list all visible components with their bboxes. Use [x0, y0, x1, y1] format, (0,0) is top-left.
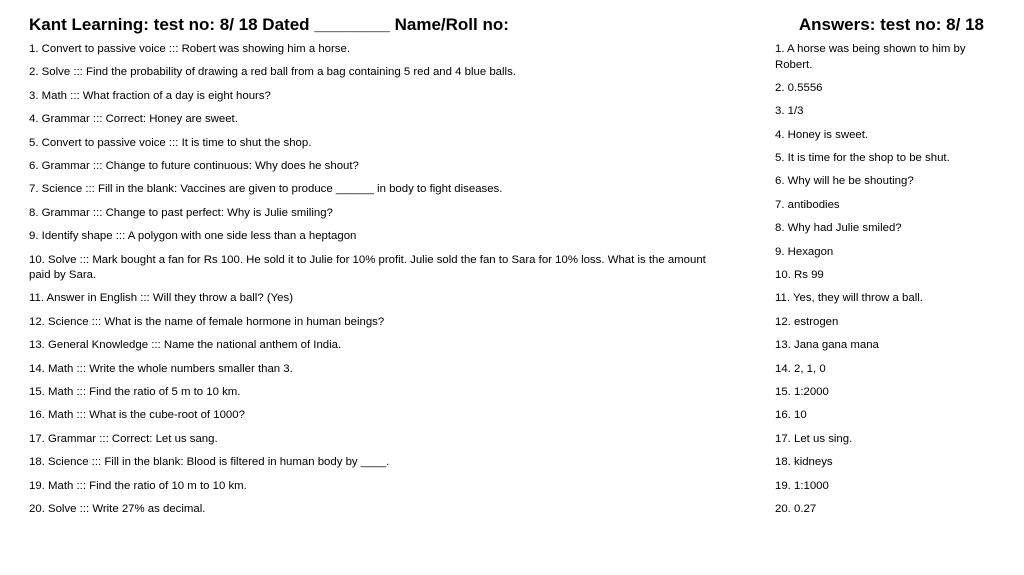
answer-item: 4. Honey is sweet. — [775, 128, 869, 141]
question-item: 7. Science ::: Fill in the blank: Vaccines are given to produce ______ in body to fight diseases. — [29, 183, 503, 196]
question-item: 20. Solve ::: Write 27% as decimal. — [29, 502, 206, 515]
answer-item: 1. A horse was being shown to him by Robert. — [775, 43, 966, 71]
question-item: 18. Science ::: Fill in the blank: Blood is filtered in human body by ____. — [29, 456, 390, 469]
answer-item: 8. Why had Julie smiled? — [775, 222, 902, 235]
question-item: 6. Grammar ::: Change to future continuous: Why does he shout? — [29, 159, 359, 172]
question-item: 16. Math ::: What is the cube-root of 1000? — [29, 409, 245, 422]
answer-item: 13. Jana gana mana — [775, 339, 879, 352]
question-item: 1. Convert to passive voice ::: Robert was showing him a horse. — [29, 43, 350, 55]
question-item: 9. Identify shape ::: A polygon with one side less than a heptagon — [29, 230, 357, 243]
question-item: 17. Grammar ::: Correct: Let us sang. — [29, 432, 218, 445]
answer-item: 16. 10 — [775, 409, 807, 422]
answer-item: 9. Hexagon — [775, 245, 834, 258]
answers-title: Answers: test no: 8/ 18 — [798, 15, 984, 34]
answer-item: 10. Rs 99 — [775, 269, 824, 282]
question-item: 13. General Knowledge ::: Name the national anthem of India. — [29, 339, 342, 352]
question-item: 12. Science ::: What is the name of female hormone in human beings? — [29, 315, 385, 328]
answer-item: 14. 2, 1, 0 — [775, 362, 826, 375]
answer-item: 20. 0.27 — [775, 502, 817, 515]
answer-item: 7. antibodies — [775, 198, 840, 211]
question-item: 19. Math ::: Find the ratio of 10 m to 10 km. — [29, 479, 247, 492]
question-item: 3. Math ::: What fraction of a day is eight hours? — [29, 89, 271, 102]
answer-item: 11. Yes, they will throw a ball. — [775, 292, 923, 305]
question-item: 15. Math ::: Find the ratio of 5 m to 10 km. — [29, 385, 241, 398]
question-item: 10. Solve ::: Mark bought a fan for Rs 100. He sold it to Julie for 10% profit. Julie sold the fan to Sara for 10% loss. What is the amount paid by Sara. — [29, 253, 706, 282]
answer-item: 5. It is time for the shop to be shut. — [775, 152, 950, 165]
answer-item: 17. Let us sing. — [775, 432, 853, 445]
answer-item: 19. 1:1000 — [775, 479, 829, 492]
question-item: 4. Grammar ::: Correct: Honey are sweet. — [29, 113, 238, 126]
question-item: 2. Solve ::: Find the probability of drawing a red ball from a bag containing 5 red and 4 blue balls. — [29, 66, 516, 79]
answer-item: 6. Why will he be shouting? — [775, 175, 914, 188]
answer-item: 2. 0.5556 — [775, 81, 823, 94]
question-item: 8. Grammar ::: Change to past perfect: Why is Julie smiling? — [29, 206, 333, 219]
question-item: 14. Math ::: Write the whole numbers smaller than 3. — [29, 362, 293, 375]
question-list — [29, 42, 729, 525]
answer-item: 12. estrogen — [775, 315, 839, 328]
question-item: 11. Answer in English ::: Will they throw a ball? (Yes) — [29, 292, 294, 305]
answer-item: 3. 1/3 — [775, 105, 804, 118]
answer-item: 18. kidneys — [775, 456, 833, 469]
answer-item: 15. 1:2000 — [775, 385, 829, 398]
test-title: Kant Learning: test no: 8/ 18 Dated ________ Name/Roll no: — [29, 15, 509, 34]
question-item: 5. Convert to passive voice ::: It is time to shut the shop. — [29, 136, 312, 149]
answer-list — [775, 42, 970, 525]
